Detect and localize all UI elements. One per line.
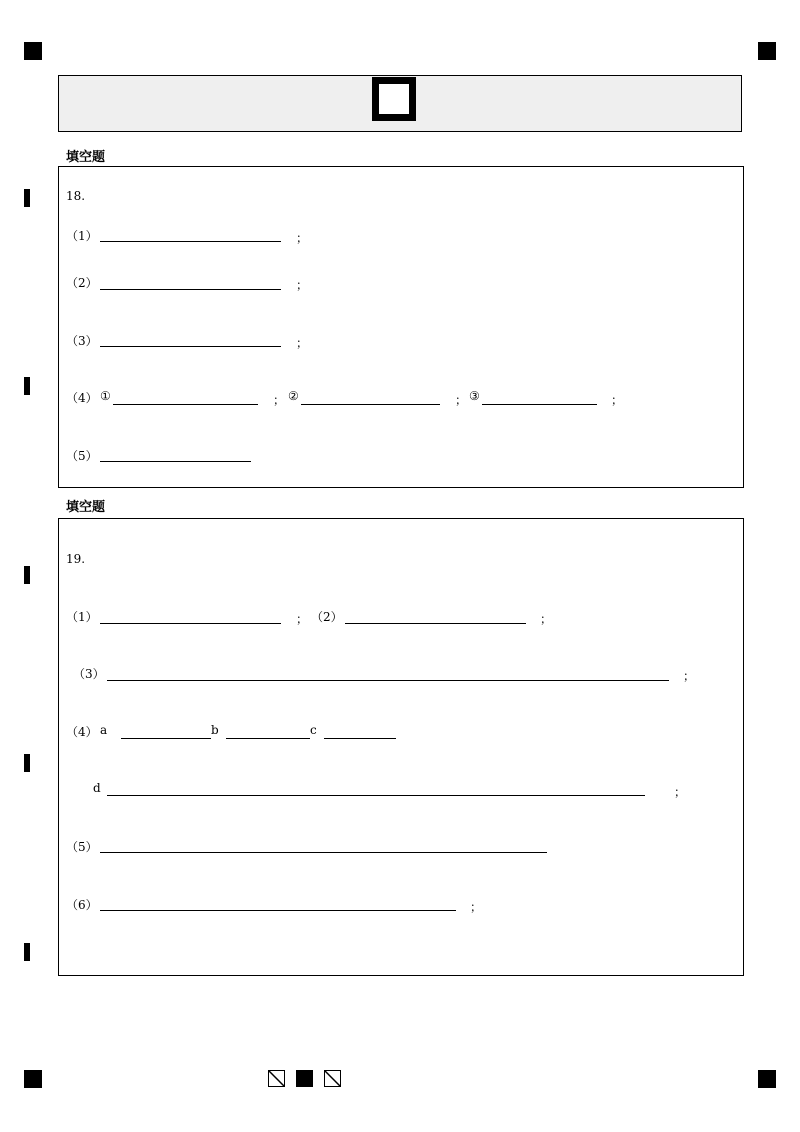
circle-number-2: ②: [288, 389, 299, 403]
answer-blank-3[interactable]: [107, 680, 669, 681]
answer-blank-6[interactable]: [100, 910, 456, 911]
answer-blank-4-d[interactable]: [107, 795, 645, 796]
answer-blank-1[interactable]: [100, 241, 281, 242]
page-code-slash-box: [324, 1070, 341, 1087]
side-mark: [24, 754, 30, 772]
part-label-4: （4）: [66, 725, 98, 739]
semicolon: ；: [296, 278, 309, 292]
sub-label-d: d: [93, 781, 101, 795]
answer-blank-2[interactable]: [345, 623, 526, 624]
corner-mark-bottom-right: [758, 1070, 776, 1088]
page-code-slash-box: [268, 1070, 285, 1087]
part-label-5: （5）: [66, 840, 98, 854]
answer-blank-4-a[interactable]: [121, 738, 211, 739]
semicolon: ；: [674, 785, 687, 799]
part-label-1: （1）: [66, 229, 98, 243]
sub-label-b: b: [211, 723, 219, 737]
semicolon: ；: [455, 393, 468, 407]
semicolon: ；: [273, 393, 286, 407]
question-number: 19.: [66, 552, 86, 566]
part-label-2: （2）: [311, 610, 343, 624]
sub-label-c: c: [310, 723, 317, 737]
answer-blank-3[interactable]: [100, 346, 281, 347]
header-square-mark: [372, 77, 416, 121]
page-code-solid-box: [296, 1070, 313, 1087]
answer-blank-5[interactable]: [100, 461, 251, 462]
side-mark: [24, 566, 30, 584]
answer-blank-4-b[interactable]: [226, 738, 310, 739]
part-label-2: （2）: [66, 276, 98, 290]
circle-number-1: ①: [100, 389, 111, 403]
part-label-6: （6）: [66, 898, 98, 912]
part-label-3: （3）: [66, 334, 98, 348]
part-label-1: （1）: [66, 610, 98, 624]
corner-mark-top-left: [24, 42, 42, 60]
corner-mark-bottom-left: [24, 1070, 42, 1088]
question-number: 18.: [66, 189, 86, 203]
side-mark: [24, 943, 30, 961]
answer-blank-4-1[interactable]: [113, 404, 258, 405]
sub-label-a: a: [100, 723, 108, 737]
semicolon: ；: [296, 612, 309, 626]
side-mark: [24, 189, 30, 207]
corner-mark-top-right: [758, 42, 776, 60]
part-label-4: （4）: [66, 391, 98, 405]
section-title: 填空题: [66, 150, 106, 165]
semicolon: ；: [540, 612, 553, 626]
answer-blank-4-3[interactable]: [482, 404, 597, 405]
answer-blank-5[interactable]: [100, 852, 547, 853]
answer-blank-4-2[interactable]: [301, 404, 440, 405]
answer-blank-4-c[interactable]: [324, 738, 396, 739]
semicolon: ；: [296, 231, 309, 245]
answer-box-18: [58, 166, 744, 488]
answer-box-19: [58, 518, 744, 976]
semicolon: ；: [296, 336, 309, 350]
circle-number-3: ③: [469, 389, 480, 403]
section-title: 填空题: [66, 500, 106, 515]
semicolon: ；: [683, 669, 696, 683]
answer-blank-2[interactable]: [100, 289, 281, 290]
side-mark: [24, 377, 30, 395]
part-label-5: （5）: [66, 449, 98, 463]
answer-blank-1[interactable]: [100, 623, 281, 624]
semicolon: ；: [611, 393, 624, 407]
part-label-3: （3）: [73, 667, 105, 681]
semicolon: ；: [470, 900, 483, 914]
